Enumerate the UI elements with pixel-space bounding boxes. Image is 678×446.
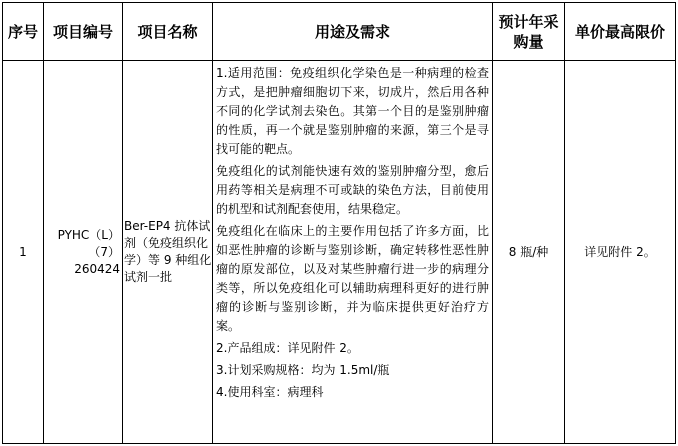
table-row	[3, 61, 676, 444]
header-name: 项目名称	[123, 3, 213, 61]
cell-usage	[213, 61, 493, 444]
header-price: 单价最高限价	[565, 3, 676, 61]
cell-seq: 1	[3, 61, 44, 444]
header-row	[3, 3, 676, 61]
usage-paragraph-2: 免疫组化的试剂能快速有效的鉴别肿瘤分型，愈后用药等相关是病理不可或缺的染色方法，目前使用的机型和试剂配套使用，结果稳定。	[216, 164, 489, 216]
usage-paragraph-6: 4.使用科室：病理科	[216, 385, 324, 399]
usage-paragraph-4: 2.产品组成：详见附件 2。	[216, 341, 359, 355]
usage-paragraph-1: 1.适用范围：免疫组织化学染色是一种病理的检查方式，是把肿瘤细胞切下来，切成片，然后用各种不同的化学试剂去染色。其第一个目的是鉴别肿瘤的性质，再一个就是鉴别肿瘤的来源，第三个是寻找可能的靶点。	[216, 66, 489, 156]
usage-paragraph-5: 3.计划采购规格：均为 1.5ml/瓶	[216, 363, 390, 377]
cell-code: PYHC（L）（7）260424	[44, 61, 123, 444]
cell-name: Ber-EP4 抗体试剂（免疫组织化学）等 9 种组化试剂一批	[123, 61, 213, 444]
header-seq: 序号	[3, 3, 44, 61]
cell-qty: 8 瓶/种	[493, 61, 565, 444]
header-usage: 用途及需求	[213, 3, 493, 61]
usage-paragraph-3: 免疫组化在临床上的主要作用包括了许多方面，比如恶性肿瘤的诊断与鉴别诊断，确定转移性恶性肿瘤的原发部位，以及对某些肿瘤行进一步的病理分类等，所以免疫组化可以辅助病理科更好的进行肿瘤的诊断与鉴别诊断，并为临床提供更好治疗方案。	[216, 224, 489, 333]
header-qty: 预计年采购量	[493, 3, 565, 61]
procurement-table	[2, 2, 676, 444]
header-code: 项目编号	[44, 3, 123, 61]
cell-price: 详见附件 2。	[565, 61, 676, 444]
